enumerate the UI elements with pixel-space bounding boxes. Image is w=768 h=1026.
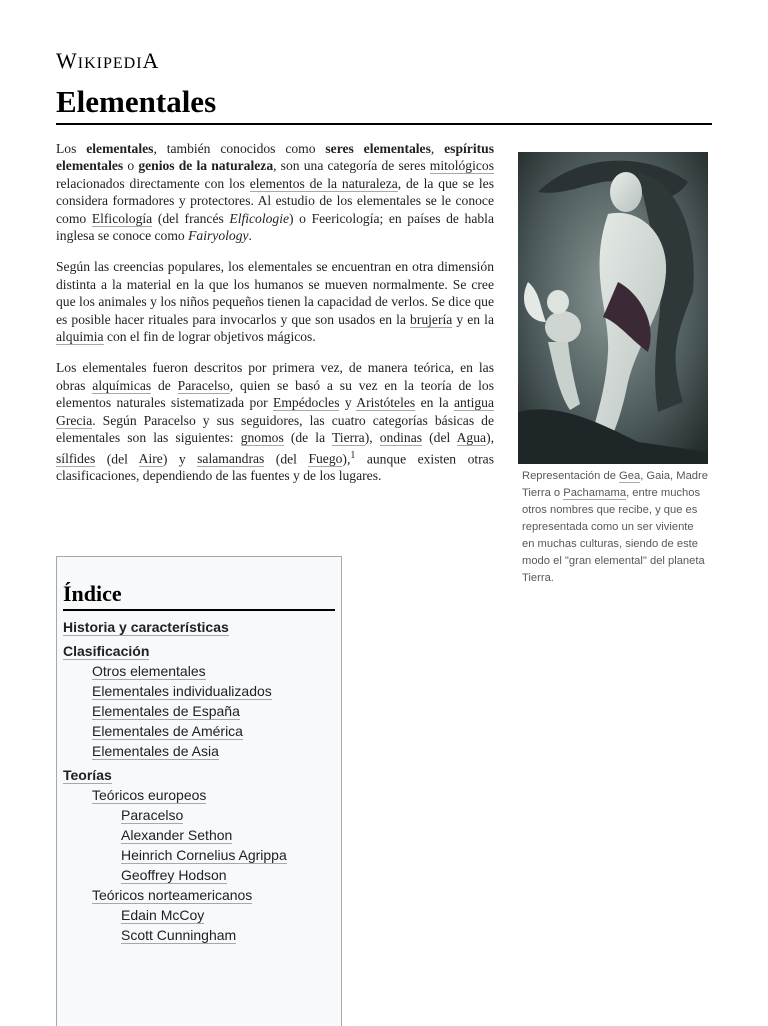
article-link[interactable]: Elficología bbox=[91, 210, 153, 226]
article-body bbox=[56, 140, 494, 499]
toc-item-label: Elementales individualizados bbox=[92, 683, 272, 699]
footnote-link[interactable]: 1 bbox=[350, 449, 356, 461]
figure-caption: Representación de Gea, Gaia, Madre Tierra o Pachamama, entre muchos otros nombres que recibe, y que es representada como un ser viviente en muchas culturas, siendo de este modo el "gran elemental" del planeta Tierra. bbox=[522, 470, 708, 584]
article-link[interactable]: sílfides bbox=[56, 451, 96, 467]
toc-item-label: Otros elementales bbox=[92, 663, 206, 679]
italic-term: Fairyology bbox=[188, 228, 249, 244]
toc-item-label: Teorías bbox=[63, 767, 112, 783]
toc-item-label: Teóricos europeos bbox=[92, 787, 207, 803]
toc-item-label: Teóricos norteamericanos bbox=[92, 887, 253, 903]
paragraph-2: Según las creencias populares, los elementales se encuentran en otra dimensión distinta a la material en la que los humanos se mueven normalmente. Se cree que los animales y los niños pequeños tienen la capacidad de verlos. Se dice que es posible hacer rituales para invocarlos y que son usados en la brujería y en la alquimia con el fin de lograr objetivos mágicos. bbox=[56, 259, 494, 345]
toc-item-label: Historia y características bbox=[63, 619, 229, 635]
article-link[interactable]: Aristóteles bbox=[356, 395, 416, 411]
toc-title: Índice bbox=[63, 581, 335, 611]
toc-item-label: Elementales de Asia bbox=[92, 743, 219, 759]
article-link[interactable]: brujería bbox=[410, 311, 453, 327]
bold-term: elementales bbox=[86, 141, 154, 156]
toc-item[interactable] bbox=[63, 785, 335, 805]
toc-item-label: Clasificación bbox=[63, 643, 150, 659]
bold-term: espíritus elementales bbox=[56, 141, 494, 174]
toc-item[interactable] bbox=[63, 641, 335, 661]
article-link[interactable]: Tierra bbox=[331, 430, 365, 446]
article-link[interactable]: Pachamama bbox=[563, 487, 627, 499]
bold-term: genios de la naturaleza bbox=[138, 158, 274, 174]
toc-item-label: Elementales de América bbox=[92, 723, 243, 739]
article-link[interactable]: Fuego bbox=[308, 451, 343, 467]
toc-item[interactable] bbox=[63, 701, 335, 721]
toc-item[interactable] bbox=[63, 741, 335, 761]
toc-item-label: Scott Cunningham bbox=[121, 927, 237, 943]
toc-item[interactable] bbox=[63, 661, 335, 681]
article-link[interactable]: Agua bbox=[456, 430, 487, 446]
page-title: Elementales bbox=[56, 84, 712, 125]
toc-item-label: Alexander Sethon bbox=[121, 827, 233, 843]
article-link[interactable]: Empédocles bbox=[273, 395, 340, 411]
toc-item[interactable] bbox=[63, 845, 335, 865]
toc-item[interactable] bbox=[63, 765, 335, 785]
wikipedia-logo[interactable]: WIKIPEDIA bbox=[56, 48, 160, 73]
article-link[interactable]: gnomos bbox=[240, 430, 284, 446]
toc-item[interactable] bbox=[63, 617, 335, 637]
toc-item[interactable] bbox=[63, 885, 335, 905]
toc-item[interactable] bbox=[63, 825, 335, 845]
toc-item[interactable] bbox=[63, 721, 335, 741]
article-link[interactable]: Aire bbox=[138, 451, 163, 467]
bold-term: seres elementales bbox=[325, 141, 431, 156]
article-link[interactable]: mitológicos bbox=[429, 158, 494, 174]
article-link[interactable]: antigua Grecia bbox=[56, 395, 494, 428]
gea-painting-image[interactable] bbox=[518, 152, 708, 464]
toc-item[interactable] bbox=[63, 805, 335, 825]
article-link[interactable]: ondinas bbox=[379, 430, 423, 446]
article-link[interactable]: alquimia bbox=[56, 329, 104, 345]
toc-item-label: Paracelso bbox=[121, 807, 184, 823]
article-link[interactable]: elementos de la naturaleza bbox=[249, 175, 398, 191]
toc-item-label: Heinrich Cornelius Agrippa bbox=[121, 847, 287, 863]
toc-item-label: Edain McCoy bbox=[121, 907, 205, 923]
toc-item[interactable] bbox=[63, 925, 335, 945]
toc-item-label: Geoffrey Hodson bbox=[121, 867, 227, 883]
article-link[interactable]: salamandras bbox=[197, 451, 265, 467]
toc-item[interactable] bbox=[63, 865, 335, 885]
toc-item[interactable] bbox=[63, 681, 335, 701]
toc-item-label: Elementales de España bbox=[92, 703, 240, 719]
toc-item[interactable] bbox=[63, 905, 335, 925]
table-of-contents bbox=[56, 556, 342, 1026]
toc-list bbox=[63, 617, 335, 945]
figure bbox=[518, 152, 708, 587]
article-link[interactable]: Gea bbox=[619, 470, 641, 482]
article-link[interactable]: Paracelso bbox=[177, 377, 230, 393]
paragraph-1: Los elementales, también conocidos como seres elementales, espíritus elementales o genios de la naturaleza, son una categoría de seres mitológicos relacionados directamente con los elementos de la naturaleza, de la que se les considera formadores y protectores. Al estudio de los elementales se le conoce como Elficología (del francés Elficologie) o Feericología; en países de habla inglesa se conoce como Fairyology. bbox=[56, 141, 494, 244]
paragraph-3: Los elementales fueron descritos por primera vez, de manera teórica, en las obras alquímicas de Paracelso, quien se basó a su vez en la teoría de los elementos naturales sistematizada por Empédocles y Aristóteles en la antigua Grecia. Según Paracelso y sus seguidores, las cuatro categorías básicas de elementales son las siguientes: gnomos (de la Tierra), ondinas (del Agua), sílfides (del Aire) y salamandras (del Fuego),$^1$ aunque existen otras clasificaciones, dependiendo de las fuentes y de los lugares. bbox=[56, 360, 495, 484]
italic-term: Elficologie bbox=[229, 210, 290, 226]
article-link[interactable]: alquímicas bbox=[92, 377, 152, 393]
